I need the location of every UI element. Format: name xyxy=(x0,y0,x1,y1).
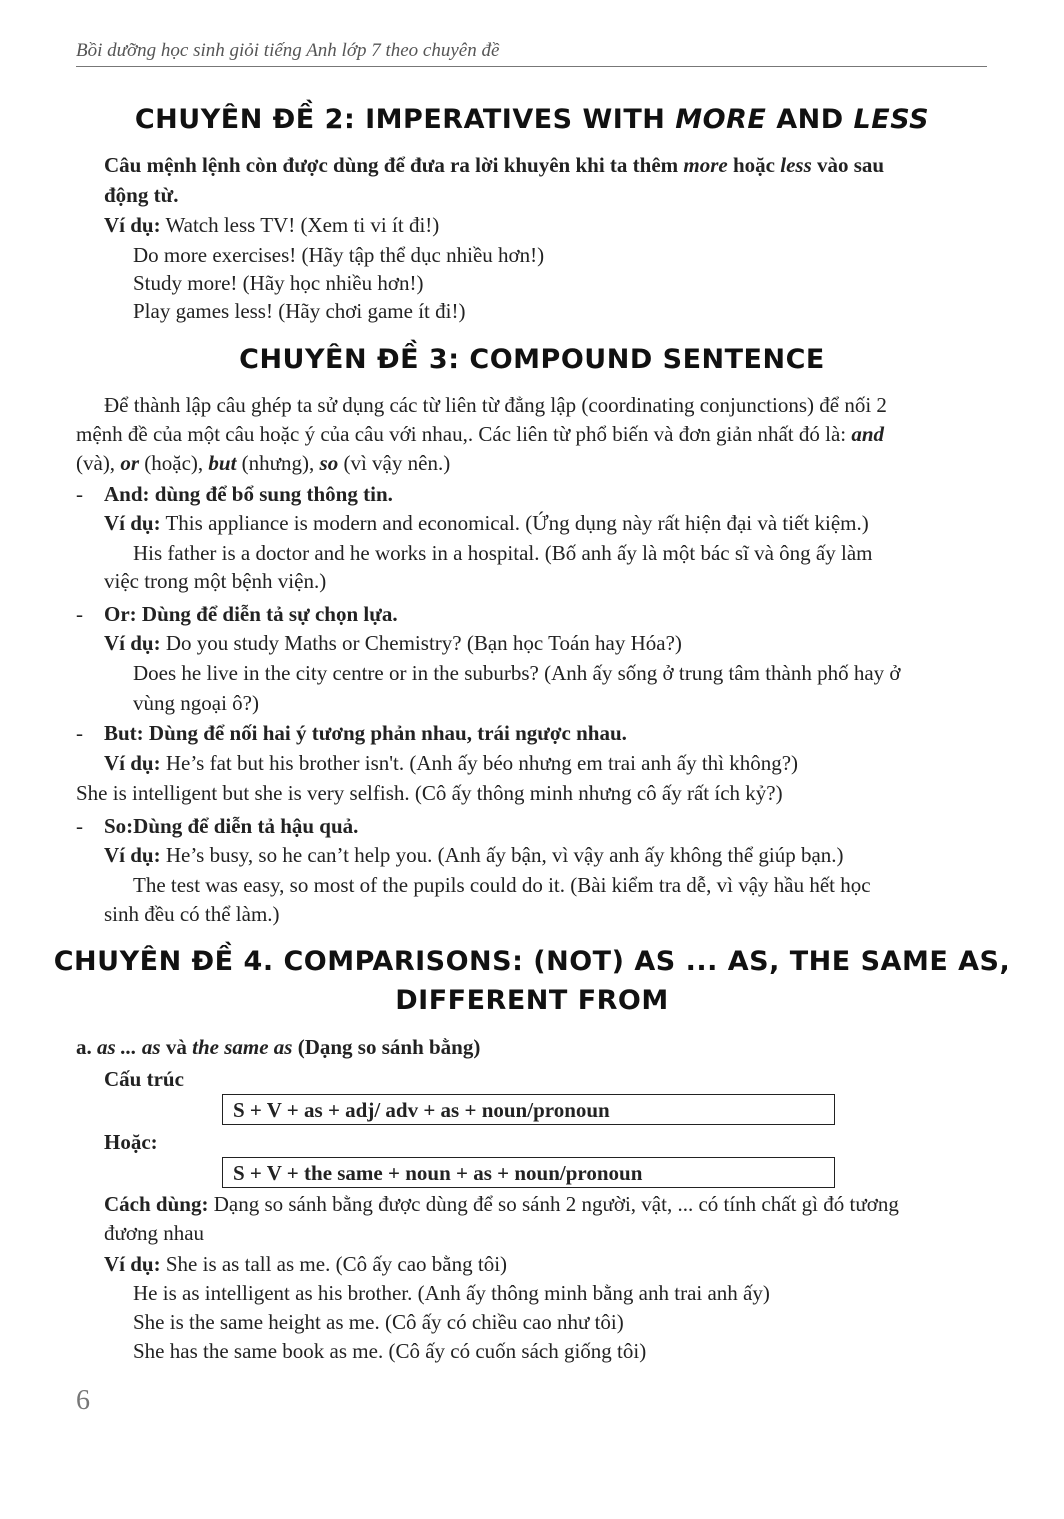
example-line xyxy=(104,210,439,240)
conjunction-so: so xyxy=(319,451,339,475)
example-line xyxy=(104,1249,507,1279)
page-number: 6 xyxy=(76,1385,90,1416)
intro-less: less xyxy=(780,153,812,177)
section-4-title: CHUYÊN ĐỀ 4. COMPARISONS: (NOT) AS ... AS, THE SAME AS, xyxy=(53,946,1011,977)
intro-text: (hoặc), xyxy=(139,451,209,475)
example-text: He’s fat but his brother isn't. (Anh ấy béo nhưng em trai anh ấy thì không?) xyxy=(160,751,799,775)
example-line: She is intelligent but she is very selfish. (Cô ấy thông minh nhưng cô ấy rất ích kỷ?) xyxy=(76,781,783,805)
example-label: Ví dụ: xyxy=(104,1252,161,1276)
as-as-term: as ... as xyxy=(97,1035,161,1059)
intro-text: (nhưng), xyxy=(236,451,320,475)
bullet-dash: - xyxy=(76,602,83,626)
example-line: He is as intelligent as his brother. (Anh ấy thông minh bằng anh trai anh ấy) xyxy=(133,1281,770,1305)
example-line xyxy=(104,840,844,870)
subsection-label: a. xyxy=(76,1035,97,1059)
intro-text: vào sau xyxy=(811,153,885,177)
conjunction-but: but xyxy=(208,451,237,475)
conjunction-or: or xyxy=(120,451,139,475)
example-label: Ví dụ: xyxy=(104,843,161,867)
section-3-title: CHUYÊN ĐỀ 3: COMPOUND SENTENCE xyxy=(239,344,825,375)
section-4-title-cont: DIFFERENT FROM xyxy=(395,985,669,1016)
example-line: The test was easy, so most of the pupils could do it. (Bài kiểm tra dễ, vì vậy hầu hết học xyxy=(133,873,871,897)
intro-text: hoặc xyxy=(727,153,781,177)
intro-text: (vì vậy nên.) xyxy=(338,451,451,475)
example-label: Ví dụ: xyxy=(104,631,161,655)
intro-text: Câu mệnh lệnh còn được dùng để đưa ra lời khuyên khi ta thêm xyxy=(104,153,684,177)
section-2-title-text: CHUYÊN ĐỀ 2: IMPERATIVES WITH xyxy=(134,104,676,135)
formula-box: S + V + the same + noun + as + noun/pronoun xyxy=(222,1157,835,1188)
example-line: Does he live in the city centre or in the suburbs? (Anh ấy sống ở trung tâm thành phố hay ở xyxy=(133,661,901,685)
example-label: Ví dụ: xyxy=(104,751,161,775)
or-heading: Or: Dùng để diễn tả sự chọn lựa. xyxy=(104,602,398,626)
example-line: She has the same book as me. (Cô ấy có cuốn sách giống tôi) xyxy=(133,1339,647,1363)
example-line: việc trong một bệnh viện.) xyxy=(104,569,327,593)
subsection-a-heading xyxy=(76,1032,480,1062)
example-label: Ví dụ: xyxy=(104,213,161,237)
example-line: Study more! (Hãy học nhiều hơn!) xyxy=(133,271,424,295)
example-text: Do you study Maths or Chemistry? (Bạn học Toán hay Hóa?) xyxy=(160,631,682,655)
section-3-intro: Để thành lập câu ghép ta sử dụng các từ liên từ đẳng lập (coordinating conjunctions) để nối 2 xyxy=(104,393,887,417)
example-text: She is as tall as me. (Cô ấy cao bằng tôi) xyxy=(160,1252,508,1276)
subsection-text: và xyxy=(160,1035,193,1059)
example-line xyxy=(104,748,798,778)
conjunction-and: and xyxy=(851,422,885,446)
running-header: Bồi dưỡng học sinh giỏi tiếng Anh lớp 7 theo chuyên đề xyxy=(76,40,987,67)
usage-label: Cách dùng: xyxy=(104,1192,209,1216)
section-2-intro-cont: động từ. xyxy=(104,183,179,207)
example-line: Do more exercises! (Hãy tập thể dục nhiều hơn!) xyxy=(133,243,545,267)
structure-label: Cấu trúc xyxy=(104,1067,184,1091)
section-2-title-more: MORE xyxy=(675,104,767,135)
section-3-intro-cont xyxy=(76,419,884,449)
example-line: His father is a doctor and he works in a hospital. (Bố anh ấy là một bác sĩ và ông ấy làm xyxy=(133,541,873,565)
usage-text: Dạng so sánh bằng được dùng để so sánh 2 người, vật, ... có tính chất gì đó tương xyxy=(208,1192,899,1216)
example-line xyxy=(104,508,869,538)
same-as-term: the same as xyxy=(192,1035,293,1059)
so-heading: So:Dùng để diễn tả hậu quả. xyxy=(104,814,359,838)
intro-text: (và), xyxy=(76,451,121,475)
example-text: This appliance is modern and economical. (Ứng dụng này rất hiện đại và tiết kiệm.) xyxy=(160,511,869,535)
section-2-title-less: LESS xyxy=(853,104,930,135)
intro-more: more xyxy=(683,153,728,177)
bullet-dash: - xyxy=(76,814,83,838)
section-2-title-and: AND xyxy=(766,104,854,135)
example-label: Ví dụ: xyxy=(104,511,161,535)
and-heading: And: dùng để bổ sung thông tin. xyxy=(104,482,393,506)
usage-line xyxy=(104,1189,899,1219)
but-heading: But: Dùng để nối hai ý tương phản nhau, trái ngược nhau. xyxy=(104,721,627,745)
example-line xyxy=(104,628,682,658)
example-line: She is the same height as me. (Cô ấy có chiều cao như tôi) xyxy=(133,1310,624,1334)
subsection-text: (Dạng so sánh bằng) xyxy=(292,1035,481,1059)
example-line: sinh đều có thể làm.) xyxy=(104,902,280,926)
example-line: vùng ngoại ô?) xyxy=(133,691,259,715)
intro-text: mệnh đề của một câu hoặc ý của câu với nhau,. Các liên từ phổ biến và đơn giản nhất đó là: xyxy=(76,422,852,446)
or-label: Hoặc: xyxy=(104,1130,158,1154)
section-3-intro-cont xyxy=(76,448,450,478)
bullet-dash: - xyxy=(76,482,83,506)
example-text: He’s busy, so he can’t help you. (Anh ấy bận, vì vậy anh ấy không thể giúp bạn.) xyxy=(160,843,844,867)
formula-box: S + V + as + adj/ adv + as + noun/pronoun xyxy=(222,1094,835,1125)
section-2-intro xyxy=(104,150,884,180)
example-text: Watch less TV! (Xem ti vi ít đi!) xyxy=(160,213,440,237)
example-line: Play games less! (Hãy chơi game ít đi!) xyxy=(133,299,466,323)
usage-line-cont: đương nhau xyxy=(104,1221,205,1245)
section-2-title xyxy=(0,104,1064,135)
bullet-dash: - xyxy=(76,721,83,745)
